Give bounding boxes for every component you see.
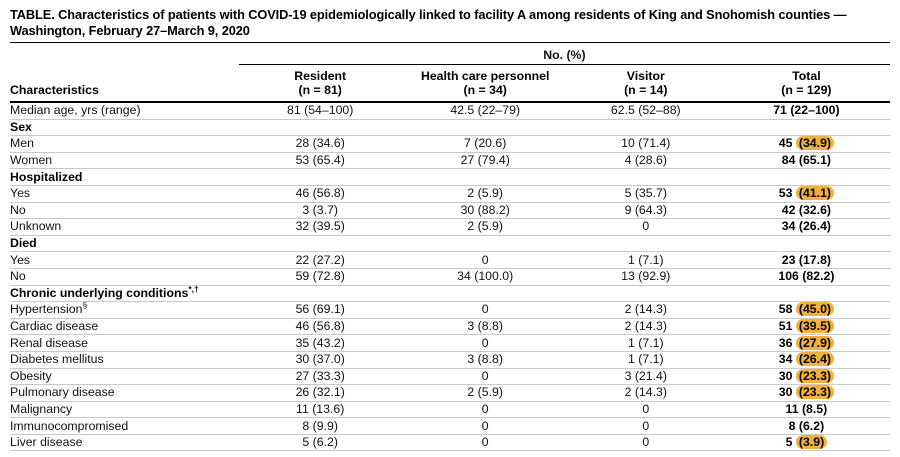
col-header-visitor-n: (n = 14) xyxy=(624,83,668,97)
cell-visitor-empty xyxy=(569,169,723,186)
highlighted-percentage: (39.5) xyxy=(796,319,834,333)
cell-total: 53 (41.1) xyxy=(723,185,890,202)
col-header-characteristics: Characteristics xyxy=(10,65,239,103)
row-label: Women xyxy=(10,152,239,169)
cell-visitor: 4 (28.6) xyxy=(569,152,723,169)
cell-total: 58 (45.0) xyxy=(723,302,890,319)
total-percentage: (26.4) xyxy=(798,219,831,234)
table-row xyxy=(10,385,890,402)
cell-total: 45 (34.9) xyxy=(723,136,890,153)
total-percentage: (65.1) xyxy=(798,153,831,168)
cell-resident: 53 (65.4) xyxy=(239,152,402,169)
cell-total: 51 (39.5) xyxy=(723,318,890,335)
cell-hcp: 2 (5.9) xyxy=(402,185,569,202)
row-label: Obesity xyxy=(10,368,239,385)
column-header-row xyxy=(10,65,890,103)
cell-resident: 59 (72.8) xyxy=(239,268,402,285)
cell-visitor: 1 (7.1) xyxy=(569,252,723,269)
table-row xyxy=(10,351,890,368)
table-row xyxy=(10,219,890,236)
cell-visitor: 1 (7.1) xyxy=(569,335,723,352)
cell-resident: 46 (56.8) xyxy=(239,318,402,335)
cell-total-empty xyxy=(723,235,890,252)
cell-total: 42 (32.6) xyxy=(723,202,890,219)
cell-visitor-empty xyxy=(569,285,723,302)
cell-total: 34 (26.4) xyxy=(723,219,890,236)
cell-total: 30 (23.3) xyxy=(723,385,890,402)
row-label: Died xyxy=(10,235,239,252)
cell-visitor: 5 (35.7) xyxy=(569,185,723,202)
cell-visitor-empty xyxy=(569,235,723,252)
spanner-empty-cell xyxy=(10,43,239,65)
footnote-marker: *,† xyxy=(188,283,199,294)
cell-total: 84 (65.1) xyxy=(723,152,890,169)
row-label: Yes xyxy=(10,252,239,269)
table-row xyxy=(10,318,890,335)
cell-hcp: 34 (100.0) xyxy=(402,268,569,285)
highlighted-percentage: (45.0) xyxy=(796,302,834,316)
cell-resident-empty xyxy=(239,169,402,186)
cell-hcp: 30 (88.2) xyxy=(402,202,569,219)
table-row xyxy=(10,401,890,418)
row-label: Diabetes mellitus xyxy=(10,351,239,368)
col-header-total xyxy=(723,65,890,103)
table-row xyxy=(10,152,890,169)
cell-hcp-empty xyxy=(402,119,569,136)
col-header-resident-name: Resident xyxy=(294,69,347,83)
cell-hcp: 2 (5.9) xyxy=(402,385,569,402)
cell-total: 36 (27.9) xyxy=(723,335,890,352)
cell-resident: 56 (69.1) xyxy=(239,302,402,319)
table-row xyxy=(10,335,890,352)
table-title: TABLE. Characteristics of patients with COVID-19 epidemiologically linked to facility A among residents of King and Snohomish counties — Washington, February 27–March 9, 2020 xyxy=(10,7,890,43)
cell-visitor: 0 xyxy=(569,401,723,418)
cell-visitor: 3 (21.4) xyxy=(569,368,723,385)
cell-hcp: 3 (8.8) xyxy=(402,318,569,335)
cell-resident: 32 (39.5) xyxy=(239,219,402,236)
table-body xyxy=(10,102,890,451)
cell-hcp: 0 xyxy=(402,302,569,319)
cell-hcp: 0 xyxy=(402,252,569,269)
cell-visitor: 2 (14.3) xyxy=(569,318,723,335)
row-label: No xyxy=(10,202,239,219)
table-row xyxy=(10,136,890,153)
highlighted-percentage: (23.3) xyxy=(796,385,834,399)
cell-total: 11 (8.5) xyxy=(723,401,890,418)
section-row xyxy=(10,235,890,252)
cell-visitor: 13 (92.9) xyxy=(569,268,723,285)
cell-resident-empty xyxy=(239,285,402,302)
cell-total: 8 (6.2) xyxy=(723,418,890,435)
table-row xyxy=(10,418,890,435)
table-row xyxy=(10,434,890,451)
section-row xyxy=(10,119,890,136)
col-header-hcp-n: (n = 34) xyxy=(463,83,507,97)
row-label: Hypertension§ xyxy=(10,302,239,319)
cell-hcp: 0 xyxy=(402,418,569,435)
footnote-marker: § xyxy=(82,300,88,311)
section-row xyxy=(10,169,890,186)
cell-visitor: 62.5 (52–88) xyxy=(569,102,723,119)
table-row xyxy=(10,368,890,385)
cell-hcp-empty xyxy=(402,169,569,186)
highlighted-percentage: (23.3) xyxy=(796,369,834,383)
cell-visitor: 1 (7.1) xyxy=(569,351,723,368)
cell-total: 30 (23.3) xyxy=(723,368,890,385)
highlighted-percentage: (26.4) xyxy=(796,352,834,366)
cell-total-empty xyxy=(723,169,890,186)
row-label: Yes xyxy=(10,185,239,202)
table-row xyxy=(10,102,890,119)
highlighted-percentage: (3.9) xyxy=(796,435,827,449)
row-label: Immunocompromised xyxy=(10,418,239,435)
col-header-total-name: Total xyxy=(792,69,821,83)
cell-visitor: 0 xyxy=(569,418,723,435)
cell-resident: 26 (32.1) xyxy=(239,385,402,402)
total-percentage: (22–100) xyxy=(790,103,840,118)
cell-resident: 11 (13.6) xyxy=(239,401,402,418)
cell-visitor: 0 xyxy=(569,219,723,236)
row-label: Pulmonary disease xyxy=(10,385,239,402)
row-label: Chronic underlying conditions*,† xyxy=(10,285,239,302)
cell-total-empty xyxy=(723,285,890,302)
total-percentage: (17.8) xyxy=(798,252,831,267)
cell-resident: 22 (27.2) xyxy=(239,252,402,269)
cell-resident: 46 (56.8) xyxy=(239,185,402,202)
spanner-row xyxy=(10,43,890,65)
table-row xyxy=(10,302,890,319)
row-label: Liver disease xyxy=(10,434,239,451)
row-label: Unknown xyxy=(10,219,239,236)
cell-total: 71 (22–100) xyxy=(723,102,890,119)
cell-resident: 28 (34.6) xyxy=(239,136,402,153)
cell-hcp-empty xyxy=(402,235,569,252)
cell-resident: 35 (43.2) xyxy=(239,335,402,352)
cell-resident: 81 (54–100) xyxy=(239,102,402,119)
cell-hcp: 0 xyxy=(402,368,569,385)
cell-hcp: 0 xyxy=(402,335,569,352)
row-label: Malignancy xyxy=(10,401,239,418)
cell-resident-empty xyxy=(239,235,402,252)
col-header-visitor xyxy=(569,65,723,103)
col-header-total-n: (n = 129) xyxy=(781,83,832,97)
cell-resident: 8 (9.9) xyxy=(239,418,402,435)
cell-hcp: 0 xyxy=(402,434,569,451)
col-header-hcp-name: Health care personnel xyxy=(420,69,550,83)
table-row xyxy=(10,268,890,285)
highlighted-percentage: (27.9) xyxy=(796,336,834,350)
total-percentage: (32.6) xyxy=(798,202,831,217)
total-percentage: (6.2) xyxy=(798,418,825,433)
section-row xyxy=(10,285,890,302)
cell-total: 5 (3.9) xyxy=(723,434,890,451)
col-header-resident-n: (n = 81) xyxy=(298,83,342,97)
row-label: Hospitalized xyxy=(10,169,239,186)
cell-visitor-empty xyxy=(569,119,723,136)
col-header-health-care-personnel xyxy=(402,65,569,103)
col-header-visitor-name: Visitor xyxy=(626,69,665,83)
row-label: Men xyxy=(10,136,239,153)
cell-hcp: 27 (79.4) xyxy=(402,152,569,169)
highlighted-percentage: (34.9) xyxy=(796,136,834,150)
cell-resident: 27 (33.3) xyxy=(239,368,402,385)
row-label: Median age, yrs (range) xyxy=(10,102,239,119)
cell-resident: 5 (6.2) xyxy=(239,434,402,451)
cell-visitor: 9 (64.3) xyxy=(569,202,723,219)
cell-visitor: 10 (71.4) xyxy=(569,136,723,153)
cell-hcp-empty xyxy=(402,285,569,302)
cell-hcp: 2 (5.9) xyxy=(402,219,569,236)
characteristics-table xyxy=(10,43,890,451)
cell-visitor: 2 (14.3) xyxy=(569,302,723,319)
col-header-resident xyxy=(239,65,402,103)
row-label: Renal disease xyxy=(10,335,239,352)
row-label: Sex xyxy=(10,119,239,136)
table-row xyxy=(10,202,890,219)
table-row xyxy=(10,252,890,269)
cell-total: 23 (17.8) xyxy=(723,252,890,269)
highlighted-percentage: (41.1) xyxy=(796,186,834,200)
row-label: No xyxy=(10,268,239,285)
cell-hcp: 7 (20.6) xyxy=(402,136,569,153)
cell-visitor: 0 xyxy=(569,434,723,451)
cell-total: 106 (82.2) xyxy=(723,268,890,285)
cell-resident: 30 (37.0) xyxy=(239,351,402,368)
cell-hcp: 42.5 (22–79) xyxy=(402,102,569,119)
cell-visitor: 2 (14.3) xyxy=(569,385,723,402)
total-percentage: (82.2) xyxy=(802,269,835,284)
table-row xyxy=(10,185,890,202)
cell-hcp: 0 xyxy=(402,401,569,418)
row-label: Cardiac disease xyxy=(10,318,239,335)
cell-total: 34 (26.4) xyxy=(723,351,890,368)
cell-total-empty xyxy=(723,119,890,136)
cell-resident-empty xyxy=(239,119,402,136)
cell-resident: 3 (3.7) xyxy=(239,202,402,219)
cell-hcp: 3 (8.8) xyxy=(402,351,569,368)
total-percentage: (8.5) xyxy=(801,401,828,416)
no-pct-spanner: No. (%) xyxy=(239,43,890,65)
